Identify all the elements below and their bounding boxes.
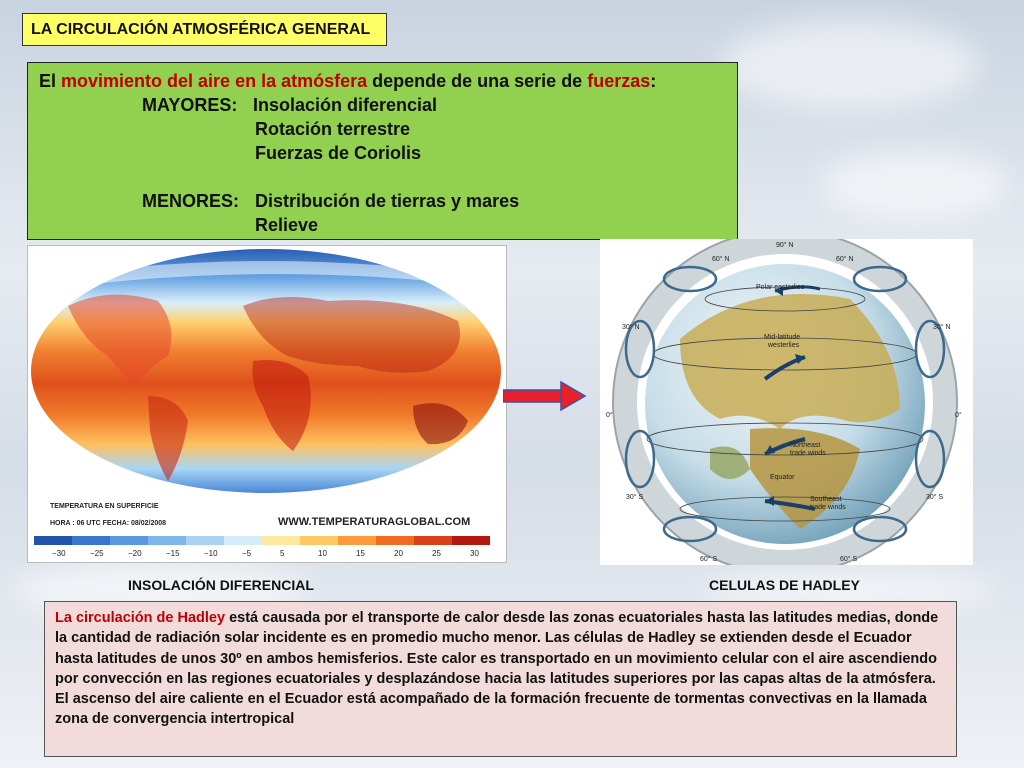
legend-date: HORA : 06 UTC FECHA: 08/02/2008	[50, 520, 167, 527]
menores-item: Distribución de tierras y mares	[255, 191, 520, 211]
scale-label: 15	[356, 549, 365, 558]
scale-swatch	[224, 536, 262, 545]
hadley-lead: La circulación de Hadley	[55, 610, 226, 626]
lat-label: 60° N	[836, 256, 854, 263]
scale-label: −10	[204, 549, 218, 558]
intro-text: El	[39, 71, 62, 91]
lat-label: 0°	[606, 412, 613, 419]
scale-label: −30	[52, 549, 66, 558]
scale-swatch	[262, 536, 300, 545]
forces-box	[27, 62, 738, 240]
globe-image	[600, 239, 973, 565]
right-arrow-icon	[503, 380, 587, 412]
lat-label: 60° S	[840, 556, 858, 563]
wind-label: Southeast	[810, 496, 842, 503]
website-label: WWW.TEMPERATURAGLOBAL.COM	[278, 516, 471, 528]
lat-label: 60° S	[700, 556, 718, 563]
scale-swatch	[148, 536, 186, 545]
lat-label: 30° S	[626, 494, 644, 501]
slide-title: LA CIRCULACIÓN ATMOSFÉRICA GENERAL	[22, 13, 387, 46]
mayores-item: Rotación terrestre	[255, 119, 411, 139]
temperature-scale	[34, 536, 490, 558]
scale-label: 5	[280, 549, 285, 558]
scale-swatch	[110, 536, 148, 545]
intro-line	[39, 71, 656, 92]
lat-label: 30° S	[926, 494, 944, 501]
caption-hadley: CELULAS DE HADLEY	[709, 577, 860, 593]
scale-label: 10	[318, 549, 327, 558]
wind-label: Mid-latitude	[764, 334, 801, 341]
hadley-text: está causada por el transporte de calor desde las zonas ecuatoriales hasta las latitudes medias, donde la cantidad de radiación solar incidente es en promedio mucho menor. Las células de Hadley se extienden desde el Ecuador hasta latitudes de unos 30º en ambos hemisferios. Este calor es transportado en un movimiento celular con el aire ascendiendo por convección en las regiones ecuatoriales y desplazándose hacia las latitudes superiores por las capas altas de la atmósfera. El ascenso del aire caliente en el Ecuador está acompañado de la formación frecuente de tormentas convectivas en la llamada zona de convergencia intertropical	[55, 610, 939, 728]
cloud	[820, 150, 1010, 220]
temperature-map	[27, 245, 507, 563]
mayores-label: MAYORES:	[142, 95, 238, 115]
scale-label: −25	[90, 549, 104, 558]
menores-item: Relieve	[255, 215, 319, 235]
intro-highlight: movimiento del aire en la atmósfera	[61, 71, 368, 91]
scale-swatch	[186, 536, 224, 545]
scale-swatch	[414, 536, 452, 545]
scale-swatch	[34, 536, 72, 545]
hadley-globe	[600, 239, 973, 565]
scale-swatch	[338, 536, 376, 545]
hadley-description	[44, 601, 957, 757]
scale-swatch	[72, 536, 110, 545]
scale-label: 30	[470, 549, 479, 558]
scale-swatch	[452, 536, 490, 545]
intro-text: depende de una serie de	[367, 71, 588, 91]
menores-label: MENORES:	[142, 191, 240, 211]
lat-label: 90° N	[776, 242, 794, 249]
lat-label: 30° N	[622, 324, 640, 331]
wind-label: trade winds	[790, 450, 826, 457]
world-map-image	[28, 246, 506, 562]
wind-label: Polar easterlies	[756, 284, 805, 291]
wind-label: trade winds	[810, 504, 846, 511]
cloud	[720, 20, 980, 110]
lat-label: 30° N	[933, 324, 951, 331]
wind-label: westerlies	[768, 342, 800, 349]
mayores-item: Insolación diferencial	[253, 95, 438, 115]
caption-insolacion: INSOLACIÓN DIFERENCIAL	[128, 577, 314, 593]
scale-label: 25	[432, 549, 441, 558]
wind-label: Equator	[770, 474, 795, 481]
intro-text: :	[650, 71, 657, 91]
lat-label: 0°	[955, 412, 962, 419]
scale-label: 20	[394, 549, 403, 558]
scale-swatch	[300, 536, 338, 545]
wind-label: Northeast	[790, 442, 821, 449]
lat-label: 60° N	[712, 256, 730, 263]
scale-label: −15	[166, 549, 180, 558]
legend-title: TEMPERATURA EN SUPERFICIE	[50, 503, 159, 510]
mayores-item: Fuerzas de Coriolis	[255, 143, 422, 163]
intro-highlight: fuerzas	[587, 71, 651, 91]
scale-label: −20	[128, 549, 142, 558]
scale-swatch	[376, 536, 414, 545]
scale-label: −5	[242, 549, 252, 558]
